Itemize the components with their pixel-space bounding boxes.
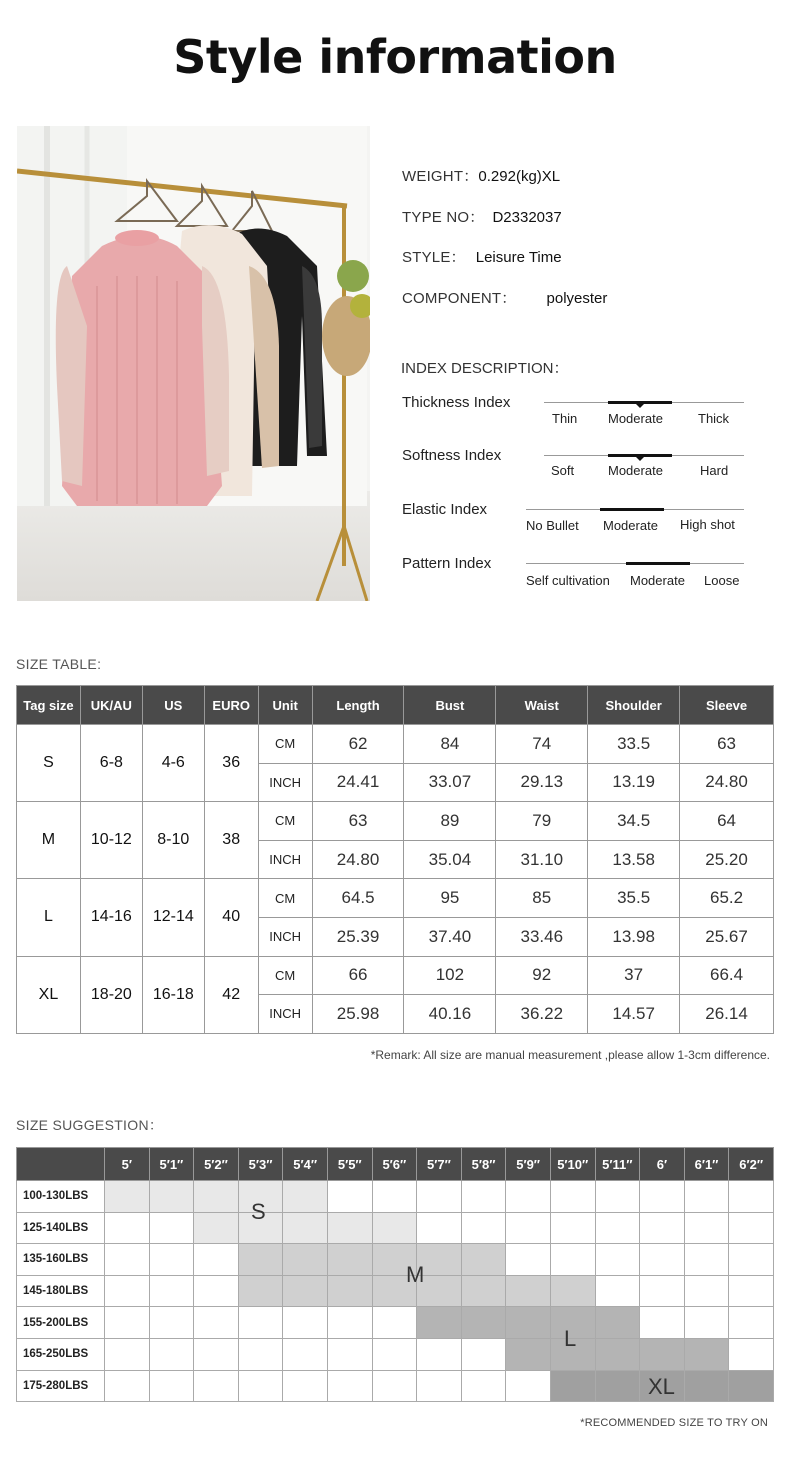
suggestion-cell	[149, 1338, 194, 1370]
header-shoulder: Shoulder	[588, 686, 680, 725]
suggestion-cell	[238, 1244, 283, 1276]
measure-cell: 64	[680, 802, 774, 841]
suggestion-cell	[729, 1181, 774, 1213]
size-uk-au: 14-16	[80, 879, 142, 956]
size-us: 4-6	[142, 725, 204, 802]
suggestion-cell	[417, 1307, 462, 1339]
size-euro: 42	[204, 956, 258, 1033]
suggestion-cell	[684, 1181, 729, 1213]
suggestion-row	[17, 1244, 774, 1276]
unit-cm: CM	[258, 725, 312, 764]
suggestion-cell	[640, 1307, 685, 1339]
size-uk-au: 10-12	[80, 802, 142, 879]
index-option: Loose	[704, 573, 740, 588]
suggestion-cell	[105, 1244, 150, 1276]
suggestion-cell	[283, 1244, 328, 1276]
suggestion-cell	[461, 1338, 506, 1370]
height-header: 6′	[640, 1148, 685, 1181]
measure-cell: 95	[404, 879, 496, 918]
measure-cell: 74	[496, 725, 588, 764]
suggestion-cell	[729, 1212, 774, 1244]
index-marker-pointer	[636, 457, 644, 461]
suggestion-cell	[105, 1181, 150, 1213]
index-option: High shot	[680, 517, 735, 532]
elastic-index	[402, 501, 762, 551]
type-label: TYPE NO：	[402, 209, 485, 226]
suggestion-cell	[506, 1244, 551, 1276]
header-length: Length	[312, 686, 404, 725]
height-header: 5′11″	[595, 1148, 640, 1181]
suggestion-cell	[238, 1275, 283, 1307]
height-header: 6′2″	[729, 1148, 774, 1181]
product-photo-illustration	[17, 126, 370, 601]
style-value: Leisure Time	[475, 249, 562, 266]
suggestion-cell	[595, 1212, 640, 1244]
suggestion-cell	[461, 1212, 506, 1244]
suggestion-corner	[17, 1148, 105, 1181]
header-waist: Waist	[496, 686, 588, 725]
measure-cell: 31.10	[496, 840, 588, 879]
component-value: polyester	[546, 290, 608, 307]
suggestion-cell	[640, 1275, 685, 1307]
measure-cell: 85	[496, 879, 588, 918]
suggestion-cell	[105, 1275, 150, 1307]
measure-cell: 102	[404, 956, 496, 995]
suggestion-cell	[461, 1181, 506, 1213]
height-header: 5′7″	[417, 1148, 462, 1181]
suggestion-cell	[194, 1338, 239, 1370]
index-option-selected: Moderate	[608, 411, 663, 426]
suggestion-size-m: M	[406, 1262, 425, 1287]
index-option-selected: Moderate	[608, 463, 663, 478]
suggestion-cell	[640, 1244, 685, 1276]
measure-cell: 25.20	[680, 840, 774, 879]
measure-cell: 14.57	[588, 995, 680, 1034]
measure-cell: 63	[680, 725, 774, 764]
size-uk-au: 18-20	[80, 956, 142, 1033]
measure-cell: 35.5	[588, 879, 680, 918]
measure-cell: 24.41	[312, 763, 404, 802]
measure-cell: 25.39	[312, 917, 404, 956]
suggestion-cell	[194, 1370, 239, 1402]
weight-label: 100-130LBS	[17, 1181, 105, 1213]
suggestion-cell	[194, 1307, 239, 1339]
size-row-cm	[17, 956, 774, 995]
suggestion-row	[17, 1338, 774, 1370]
thickness-index	[402, 394, 762, 444]
softness-index	[402, 447, 762, 497]
measure-cell: 36.22	[496, 995, 588, 1034]
measure-cell: 92	[496, 956, 588, 995]
measure-cell: 33.5	[588, 725, 680, 764]
suggestion-cell	[684, 1244, 729, 1276]
product-photo	[17, 126, 370, 601]
index-option-selected: Moderate	[603, 518, 658, 533]
weight-label: 135-160LBS	[17, 1244, 105, 1276]
suggestion-cell	[327, 1338, 372, 1370]
suggestion-size-l: L	[564, 1326, 577, 1351]
suggestion-cell	[550, 1370, 595, 1402]
pattern-index	[402, 555, 762, 605]
suggestion-body	[17, 1181, 774, 1402]
suggestion-cell	[327, 1307, 372, 1339]
weight-row	[402, 165, 560, 186]
suggestion-cell	[105, 1212, 150, 1244]
suggestion-cell	[238, 1370, 283, 1402]
size-uk-au: 6-8	[80, 725, 142, 802]
size-us: 8-10	[142, 802, 204, 879]
style-label: STYLE：	[402, 249, 466, 266]
suggestion-cell	[283, 1212, 328, 1244]
suggestion-cell	[461, 1275, 506, 1307]
size-tag: S	[17, 725, 81, 802]
index-marker-pointer	[636, 404, 644, 408]
size-table-label: SIZE TABLE:	[16, 656, 102, 672]
suggestion-cell	[550, 1181, 595, 1213]
weight-label: 175-280LBS	[17, 1370, 105, 1402]
suggestion-cell	[417, 1338, 462, 1370]
index-option: Hard	[700, 463, 729, 478]
suggestion-cell	[550, 1212, 595, 1244]
suggestion-cell	[372, 1338, 417, 1370]
size-row-cm	[17, 802, 774, 841]
measure-cell: 35.04	[404, 840, 496, 879]
suggestion-cell	[149, 1307, 194, 1339]
index-name: Pattern Index	[402, 555, 492, 572]
height-header: 5′5″	[327, 1148, 372, 1181]
header-tag-size: Tag size	[17, 686, 81, 725]
height-header: 5′1″	[149, 1148, 194, 1181]
suggestion-cell	[684, 1370, 729, 1402]
suggestion-cell	[372, 1307, 417, 1339]
index-option: No Bullet	[526, 518, 579, 533]
unit-inch: INCH	[258, 917, 312, 956]
header-uk-au: UK/AU	[80, 686, 142, 725]
suggestion-cell	[684, 1275, 729, 1307]
measure-cell: 13.98	[588, 917, 680, 956]
suggestion-cell	[595, 1244, 640, 1276]
size-tag: M	[17, 802, 81, 879]
measure-cell: 63	[312, 802, 404, 841]
suggestion-row	[17, 1181, 774, 1213]
size-table-header	[17, 686, 774, 725]
height-header: 5′6″	[372, 1148, 417, 1181]
measure-cell: 34.5	[588, 802, 680, 841]
suggestion-row	[17, 1307, 774, 1339]
weight-label: WEIGHT：	[402, 168, 479, 185]
suggestion-cell	[729, 1275, 774, 1307]
suggestion-cell	[283, 1275, 328, 1307]
unit-inch: INCH	[258, 763, 312, 802]
index-option: Self cultivation	[526, 573, 610, 588]
suggestion-header	[17, 1148, 774, 1181]
suggestion-cell	[105, 1307, 150, 1339]
suggestion-cell	[283, 1338, 328, 1370]
suggestion-cell	[283, 1181, 328, 1213]
suggestion-cell	[327, 1244, 372, 1276]
index-marker	[600, 508, 664, 511]
index-option: Soft	[551, 463, 575, 478]
suggestion-cell	[506, 1275, 551, 1307]
size-tag: L	[17, 879, 81, 956]
size-table-body	[17, 725, 774, 1034]
measure-cell: 89	[404, 802, 496, 841]
index-description-label: INDEX DESCRIPTION：	[401, 360, 569, 377]
unit-cm: CM	[258, 956, 312, 995]
unit-cm: CM	[258, 802, 312, 841]
size-tag: XL	[17, 956, 81, 1033]
measure-cell: 25.67	[680, 917, 774, 956]
size-row-cm	[17, 725, 774, 764]
suggestion-cell	[506, 1181, 551, 1213]
measure-cell: 25.98	[312, 995, 404, 1034]
suggestion-cell	[417, 1181, 462, 1213]
size-row-cm	[17, 879, 774, 918]
height-header: 5′10″	[550, 1148, 595, 1181]
suggestion-cell	[149, 1275, 194, 1307]
suggestion-cell	[461, 1244, 506, 1276]
unit-inch: INCH	[258, 995, 312, 1034]
suggestion-cell	[327, 1275, 372, 1307]
suggestion-cell	[506, 1370, 551, 1402]
height-header: 5′2″	[194, 1148, 239, 1181]
suggestion-cell	[684, 1338, 729, 1370]
suggestion-cell	[194, 1212, 239, 1244]
suggestion-cell	[550, 1275, 595, 1307]
measure-cell: 66.4	[680, 956, 774, 995]
unit-cm: CM	[258, 879, 312, 918]
weight-label: 155-200LBS	[17, 1307, 105, 1339]
type-row	[402, 206, 562, 227]
page-title: Style information	[173, 30, 617, 84]
measure-cell: 37	[588, 956, 680, 995]
size-euro: 40	[204, 879, 258, 956]
suggestion-cell	[417, 1370, 462, 1402]
suggestion-row	[17, 1212, 774, 1244]
measure-cell: 13.58	[588, 840, 680, 879]
suggestion-cell	[372, 1181, 417, 1213]
suggestion-cell	[194, 1181, 239, 1213]
measure-cell: 64.5	[312, 879, 404, 918]
component-label: COMPONENT：	[402, 290, 517, 307]
suggestion-cell	[105, 1338, 150, 1370]
size-us: 12-14	[142, 879, 204, 956]
measure-cell: 26.14	[680, 995, 774, 1034]
suggestion-cell	[194, 1275, 239, 1307]
suggestion-row	[17, 1275, 774, 1307]
measure-cell: 62	[312, 725, 404, 764]
suggestion-cell	[684, 1212, 729, 1244]
suggestion-cell	[105, 1370, 150, 1402]
suggestion-cell	[327, 1212, 372, 1244]
index-option-selected: Moderate	[630, 573, 685, 588]
weight-label: 145-180LBS	[17, 1275, 105, 1307]
header-sleeve: Sleeve	[680, 686, 774, 725]
measure-cell: 66	[312, 956, 404, 995]
measure-cell: 65.2	[680, 879, 774, 918]
suggestion-cell	[283, 1307, 328, 1339]
size-euro: 38	[204, 802, 258, 879]
component-row	[402, 287, 607, 308]
index-name: Thickness Index	[402, 394, 511, 411]
suggestion-cell	[372, 1370, 417, 1402]
measure-cell: 40.16	[404, 995, 496, 1034]
suggestion-cell	[640, 1212, 685, 1244]
height-header: 5′8″	[461, 1148, 506, 1181]
height-header: 5′9″	[506, 1148, 551, 1181]
measure-cell: 24.80	[680, 763, 774, 802]
suggestion-cell	[640, 1338, 685, 1370]
measure-cell: 37.40	[404, 917, 496, 956]
suggestion-cell	[595, 1307, 640, 1339]
size-table	[16, 685, 774, 1034]
suggestion-cell	[595, 1370, 640, 1402]
measure-cell: 13.19	[588, 763, 680, 802]
header-bust: Bust	[404, 686, 496, 725]
suggestion-cell	[238, 1338, 283, 1370]
suggestion-cell	[149, 1370, 194, 1402]
suggestion-cell	[417, 1212, 462, 1244]
header-unit: Unit	[258, 686, 312, 725]
type-value: D2332037	[492, 209, 562, 226]
measure-cell: 79	[496, 802, 588, 841]
height-header: 6′1″	[684, 1148, 729, 1181]
measure-cell: 84	[404, 725, 496, 764]
suggestion-size-s: S	[251, 1199, 266, 1224]
recommend-note: *RECOMMENDED SIZE TO TRY ON	[580, 1417, 768, 1429]
index-name: Elastic Index	[402, 501, 488, 518]
suggestion-cell	[149, 1181, 194, 1213]
suggestion-cell	[506, 1212, 551, 1244]
unit-inch: INCH	[258, 840, 312, 879]
suggestion-cell	[729, 1244, 774, 1276]
suggestion-cell	[372, 1212, 417, 1244]
measure-cell: 24.80	[312, 840, 404, 879]
suggestion-size-xl: XL	[648, 1374, 675, 1399]
size-suggestion-label: SIZE SUGGESTION：	[16, 1117, 164, 1133]
index-name: Softness Index	[402, 447, 502, 464]
height-header: 5′3″	[238, 1148, 283, 1181]
index-option: Thin	[552, 411, 578, 426]
suggestion-cell	[729, 1307, 774, 1339]
size-euro: 36	[204, 725, 258, 802]
height-header: 5′4″	[283, 1148, 328, 1181]
suggestion-cell	[595, 1181, 640, 1213]
suggestion-cell	[550, 1244, 595, 1276]
suggestion-cell	[283, 1370, 328, 1402]
suggestion-cell	[238, 1307, 283, 1339]
suggestion-cell	[506, 1307, 551, 1339]
index-marker	[626, 562, 690, 565]
suggestion-cell	[149, 1212, 194, 1244]
suggestion-cell	[149, 1244, 194, 1276]
measure-cell: 29.13	[496, 763, 588, 802]
suggestion-cell	[461, 1307, 506, 1339]
suggestion-cell	[506, 1338, 551, 1370]
weight-value: 0.292(kg)XL	[478, 168, 561, 185]
suggestion-cell	[729, 1338, 774, 1370]
weight-label: 165-250LBS	[17, 1338, 105, 1370]
suggestion-cell	[327, 1370, 372, 1402]
header-euro: EURO	[204, 686, 258, 725]
suggestion-cell	[194, 1244, 239, 1276]
suggestion-cell	[461, 1370, 506, 1402]
weight-label: 125-140LBS	[17, 1212, 105, 1244]
style-row	[402, 246, 562, 267]
suggestion-cell	[595, 1338, 640, 1370]
suggestion-cell	[684, 1307, 729, 1339]
suggestion-cell	[595, 1275, 640, 1307]
size-remark: *Remark: All size are manual measurement ,please allow 1-3cm difference.	[370, 1048, 770, 1062]
measure-cell: 33.46	[496, 917, 588, 956]
suggestion-cell	[640, 1181, 685, 1213]
height-header: 5′	[105, 1148, 150, 1181]
index-option: Thick	[698, 411, 730, 426]
suggestion-cell	[729, 1370, 774, 1402]
size-us: 16-18	[142, 956, 204, 1033]
suggestion-cell	[327, 1181, 372, 1213]
size-suggestion-table	[16, 1147, 774, 1402]
measure-cell: 33.07	[404, 763, 496, 802]
header-us: US	[142, 686, 204, 725]
